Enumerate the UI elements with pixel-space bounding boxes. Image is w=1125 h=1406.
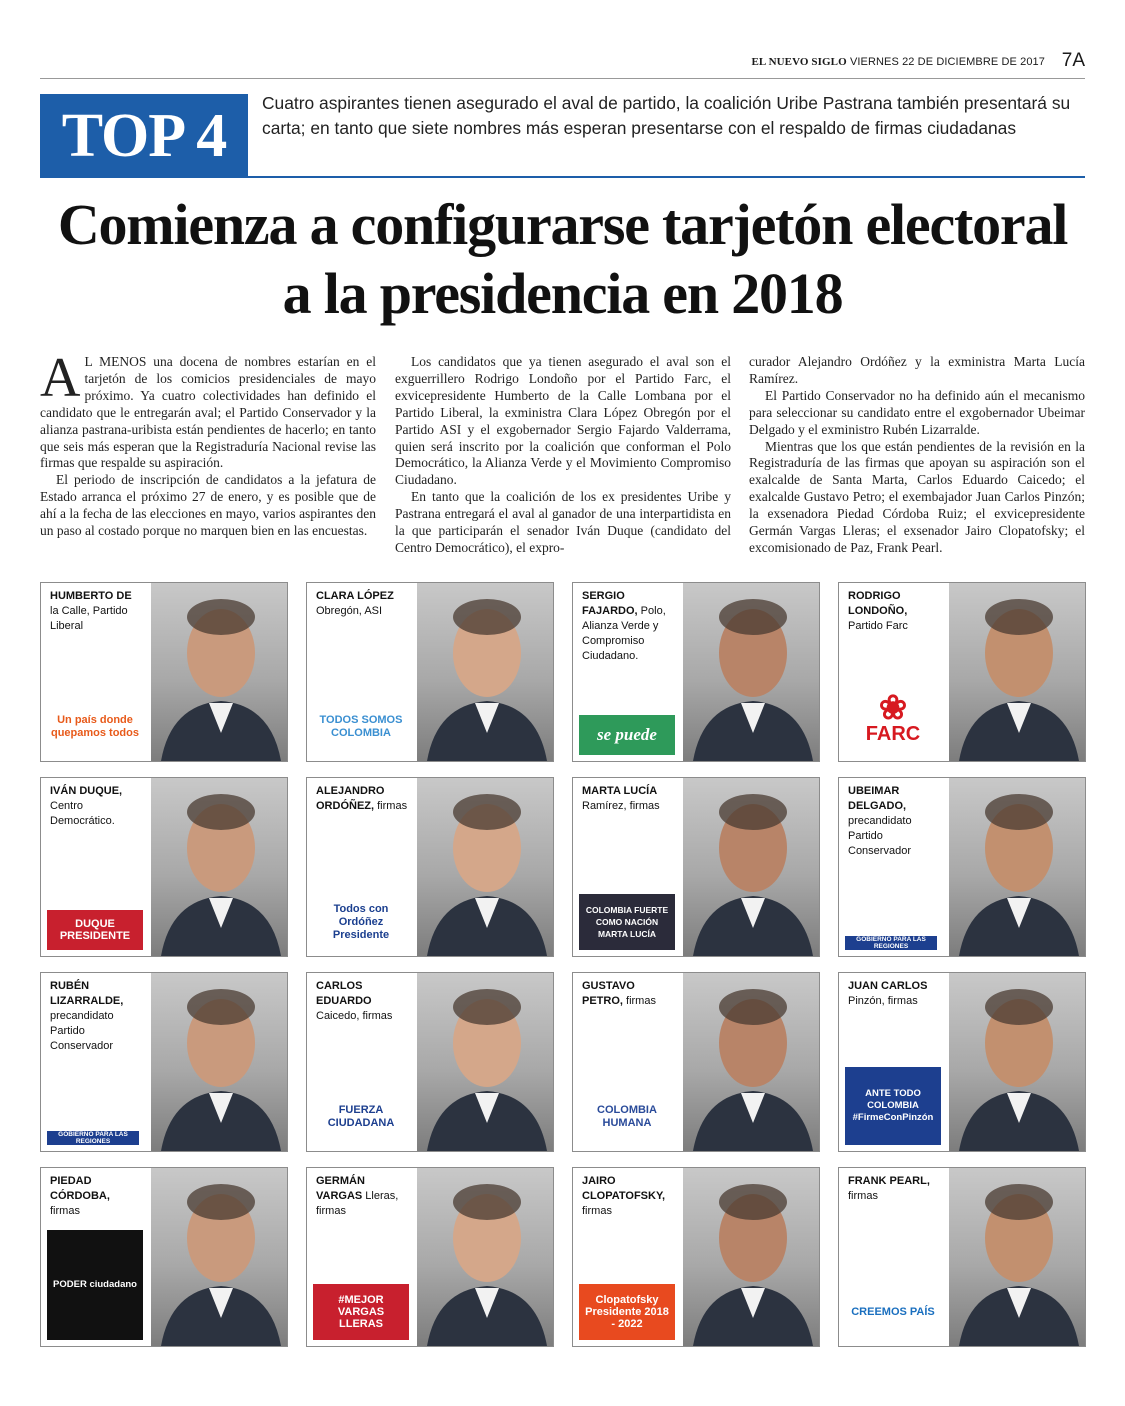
headline	[30, 190, 1095, 328]
candidate-photo	[417, 973, 553, 1151]
campaign-logo	[845, 1067, 941, 1145]
campaign-logo	[47, 699, 143, 755]
paper-name: EL NUEVO SIGLO	[751, 56, 847, 68]
candidate-caption	[848, 1174, 940, 1204]
candidate-photo	[683, 1168, 819, 1346]
article-column-2	[395, 354, 731, 557]
article-paragraph-text: L MENOS una docena de nombres estarían en el tarjetón de los comicios presidenciales de mayo próximo. Ya cuatro colectividades han definido el candidato que le entregarán aval; el Partido Conservador y la alianza pastrana-uribista están pendientes de hacerlo; en tanto que seis más esperan que la Registraduría Nacional revise las firmas que respalde su aspiración.	[40, 354, 376, 471]
campaign-logo	[313, 1089, 409, 1145]
candidate-affiliation: la Calle, Partido Liberal	[50, 605, 128, 632]
candidate-caption	[316, 979, 408, 1024]
candidate-card	[306, 1167, 554, 1347]
candidate-caption	[50, 589, 142, 634]
article-body	[40, 347, 1085, 555]
candidate-affiliation: Caicedo, firmas	[316, 1010, 393, 1022]
campaign-logo-text: PODER ciudadano	[53, 1279, 137, 1290]
candidate-affiliation: Centro Democrático.	[50, 800, 115, 827]
candidate-card	[306, 777, 554, 957]
candidate-photo	[949, 778, 1085, 956]
drop-cap: A	[40, 347, 81, 409]
candidate-photo	[151, 1168, 287, 1346]
candidate-affiliation: precandidato Partido Conservador	[50, 1010, 114, 1052]
candidate-photo	[417, 778, 553, 956]
candidate-photo	[683, 583, 819, 761]
deck-text: Cuatro aspirantes tienen asegurado el aval de partido, la coalición Uribe Pastrana también presentará su carta; en tanto que siete nombres más esperan presentarse con el respaldo de firmas ciudadanas	[262, 93, 1071, 138]
article-column-1	[40, 347, 376, 540]
candidate-affiliation: Ramírez, firmas	[582, 800, 660, 812]
candidate-affiliation: Pinzón, firmas	[848, 995, 918, 1007]
campaign-logo	[845, 1284, 941, 1340]
candidate-card	[40, 1167, 288, 1347]
candidate-caption	[316, 1174, 408, 1219]
candidate-affiliation: firmas	[374, 800, 408, 812]
candidate-caption	[582, 979, 674, 1009]
candidate-name: RODRIGO LONDOÑO,	[848, 590, 908, 617]
campaign-logo-text: Todos con Ordóñez Presidente	[332, 902, 390, 941]
campaign-logo-text: Un país donde quepamos todos	[50, 714, 139, 739]
campaign-logo	[579, 715, 675, 755]
candidate-name: JAIRO CLOPATOFSKY,	[582, 1175, 666, 1202]
rose-icon: ❀	[878, 688, 908, 727]
campaign-logo-text: ANTE TODO COLOMBIA #FirmeConPinzón	[852, 1088, 934, 1123]
article-paragraph: En tanto que la coalición de los ex presidentes Uribe y Pastrana entregará el aval al ganador de una interpartidista en la que participarán el senador Iván Duque (candidato del Centro Democrático), el expro-	[395, 489, 731, 555]
campaign-logo	[47, 1230, 143, 1340]
candidate-card	[572, 972, 820, 1152]
campaign-logo-text: Clopatofsky Presidente 2018 - 2022	[585, 1294, 669, 1330]
candidate-card	[40, 582, 288, 762]
candidate-name: GERMÁN VARGAS	[316, 1175, 365, 1202]
candidate-caption	[848, 979, 940, 1009]
candidate-card	[838, 1167, 1086, 1347]
section-badge: TOP 4	[40, 94, 248, 178]
campaign-logo	[47, 1131, 139, 1145]
campaign-logo-text: GOBIERNO PARA LAS REGIONES	[856, 936, 926, 950]
campaign-logo-text: DUQUE PRESIDENTE	[59, 918, 131, 942]
candidate-grid	[40, 582, 1085, 1346]
issue-date: VIERNES 22 DE DICIEMBRE DE 2017	[849, 56, 1045, 68]
candidate-caption	[316, 589, 408, 619]
article-paragraph: El Partido Conservador no ha definido aún el mecanismo para seleccionar su candidato entre el exgobernador Ubeimar Delgado y el exministro Rubén Lizarralde.	[749, 387, 1085, 437]
campaign-logo-text: GOBIERNO PARA LAS REGIONES	[58, 1131, 128, 1145]
deck-divider	[248, 176, 1085, 178]
candidate-photo	[151, 778, 287, 956]
candidate-name: RUBÉN LIZARRALDE,	[50, 980, 124, 1007]
candidate-card	[572, 1167, 820, 1347]
campaign-logo-text: #MEJOR VARGAS LLERAS	[337, 1294, 385, 1330]
candidate-photo	[417, 583, 553, 761]
candidate-caption	[50, 1174, 142, 1219]
candidate-photo	[151, 583, 287, 761]
candidate-photo	[417, 1168, 553, 1346]
candidate-card	[572, 777, 820, 957]
candidate-name: SERGIO FAJARDO,	[582, 590, 638, 617]
candidate-caption	[582, 1174, 674, 1219]
candidate-name: CARLOS EDUARDO	[316, 980, 372, 1007]
campaign-logo	[579, 894, 675, 950]
campaign-logo	[845, 936, 937, 950]
candidate-name: GUSTAVO PETRO,	[582, 980, 635, 1007]
candidate-caption	[848, 784, 940, 859]
campaign-logo-text: COLOMBIA HUMANA	[597, 1104, 657, 1129]
candidate-affiliation: firmas	[848, 1190, 878, 1202]
candidate-photo	[683, 778, 819, 956]
article-column-3	[749, 354, 1085, 557]
candidate-affiliation: Polo, Alianza Verde y Compromiso Ciudadano.	[582, 605, 666, 662]
article-paragraph	[40, 347, 376, 472]
candidate-name: PIEDAD CÓRDOBA,	[50, 1175, 110, 1202]
campaign-logo	[579, 1284, 675, 1340]
header-dateline	[751, 56, 1045, 68]
candidate-photo	[683, 973, 819, 1151]
candidate-name: FRANK PEARL,	[848, 1175, 930, 1187]
headline-line-1: Comienza a configurarse tarjetón electoral	[57, 192, 1068, 257]
campaign-logo-text: FARC	[865, 722, 921, 745]
candidate-photo	[949, 973, 1085, 1151]
candidate-caption	[50, 784, 142, 829]
candidate-photo	[949, 583, 1085, 761]
candidate-caption	[50, 979, 142, 1054]
candidate-affiliation: precandidato Partido Conservador	[848, 815, 912, 857]
candidate-name: HUMBERTO DE	[50, 590, 132, 602]
candidate-affiliation: Partido Farc	[848, 620, 908, 632]
candidate-affiliation: Obregón, ASI	[316, 605, 383, 617]
campaign-logo	[579, 1089, 675, 1145]
candidate-card	[40, 972, 288, 1152]
candidate-affiliation: firmas	[622, 995, 656, 1007]
campaign-logo-text: FUERZA CIUDADANA	[327, 1104, 395, 1129]
campaign-logo	[313, 699, 409, 755]
candidate-card	[572, 582, 820, 762]
article-paragraph: curador Alejandro Ordóñez y la exministra Marta Lucía Ramírez.	[749, 354, 1085, 386]
candidate-caption	[848, 589, 940, 634]
campaign-logo	[313, 1284, 409, 1340]
candidate-affiliation: firmas	[50, 1205, 80, 1217]
candidate-card	[306, 582, 554, 762]
article-paragraph: Los candidatos que ya tienen asegurado el aval son el exguerrillero Rodrigo Londoño por el Partido Farc, el exvicepresidente Humberto de la Calle Lombana por el Partido Liberal, la exministra Clara López Obregón por el Partido ASI y el exgobernador Sergio Fajardo Valderrama, quien será inscrito por la coalición que conforman el Polo Democrático, la Alianza Verde y el Movimiento Compromiso Ciudadano.	[395, 354, 731, 488]
campaign-logo	[47, 910, 143, 950]
candidate-card	[838, 777, 1086, 957]
page-header	[40, 46, 1085, 79]
candidate-caption	[316, 784, 408, 814]
candidate-caption	[582, 589, 674, 664]
candidate-card	[838, 582, 1086, 762]
candidate-name: IVÁN DUQUE,	[50, 785, 123, 797]
candidate-affiliation: Lleras, firmas	[316, 1190, 399, 1217]
campaign-logo-text: COLOMBIA FUERTE COMO NACIÓN MARTA LUCÍA	[585, 905, 669, 939]
campaign-logo	[845, 683, 941, 755]
candidate-name: CLARA LÓPEZ	[316, 590, 394, 602]
candidate-card	[838, 972, 1086, 1152]
candidate-card	[306, 972, 554, 1152]
candidate-photo	[949, 1168, 1085, 1346]
page-number: 7A	[1061, 50, 1085, 71]
candidate-affiliation: firmas	[582, 1205, 612, 1217]
headline-line-2: a la presidencia en 2018	[282, 261, 843, 326]
campaign-logo-text: TODOS SOMOS COLOMBIA	[319, 714, 403, 739]
candidate-photo	[151, 973, 287, 1151]
candidate-caption	[582, 784, 674, 814]
candidate-name: ALEJANDRO ORDÓÑEZ,	[316, 785, 385, 812]
campaign-logo	[313, 894, 409, 950]
article-paragraph: El periodo de inscripción de candidatos a la jefatura de Estado arranca el próximo 27 de enero, y es posible que de ahí a la fecha de las elecciones en mayo, varios aspirantes den un paso al costado porque no marquen bien en las encuestas.	[40, 472, 376, 539]
candidate-name: MARTA LUCÍA	[582, 785, 658, 797]
candidate-name: UBEIMAR DELGADO,	[848, 785, 907, 812]
campaign-logo-text: CREEMOS PAÍS	[851, 1305, 935, 1318]
article-paragraph: Mientras que los que están pendientes de la revisión en la Registraduría de las firmas que apoyan su aspiración son el exalcalde de Santa Marta, Carlos Eduardo Caicedo; el exalcalde Gustavo Petro; el exembajador Juan Carlos Pinzón; la exsenadora Piedad Córdoba Ruiz; el exvicepresidente Germán Vargas Lleras; el exsenador Jairo Clopatofsky; el excomisionado de Paz, Frank Pearl.	[749, 438, 1085, 555]
campaign-logo-text: se puede	[597, 725, 657, 744]
candidate-card	[40, 777, 288, 957]
candidate-name: JUAN CARLOS	[848, 980, 928, 992]
